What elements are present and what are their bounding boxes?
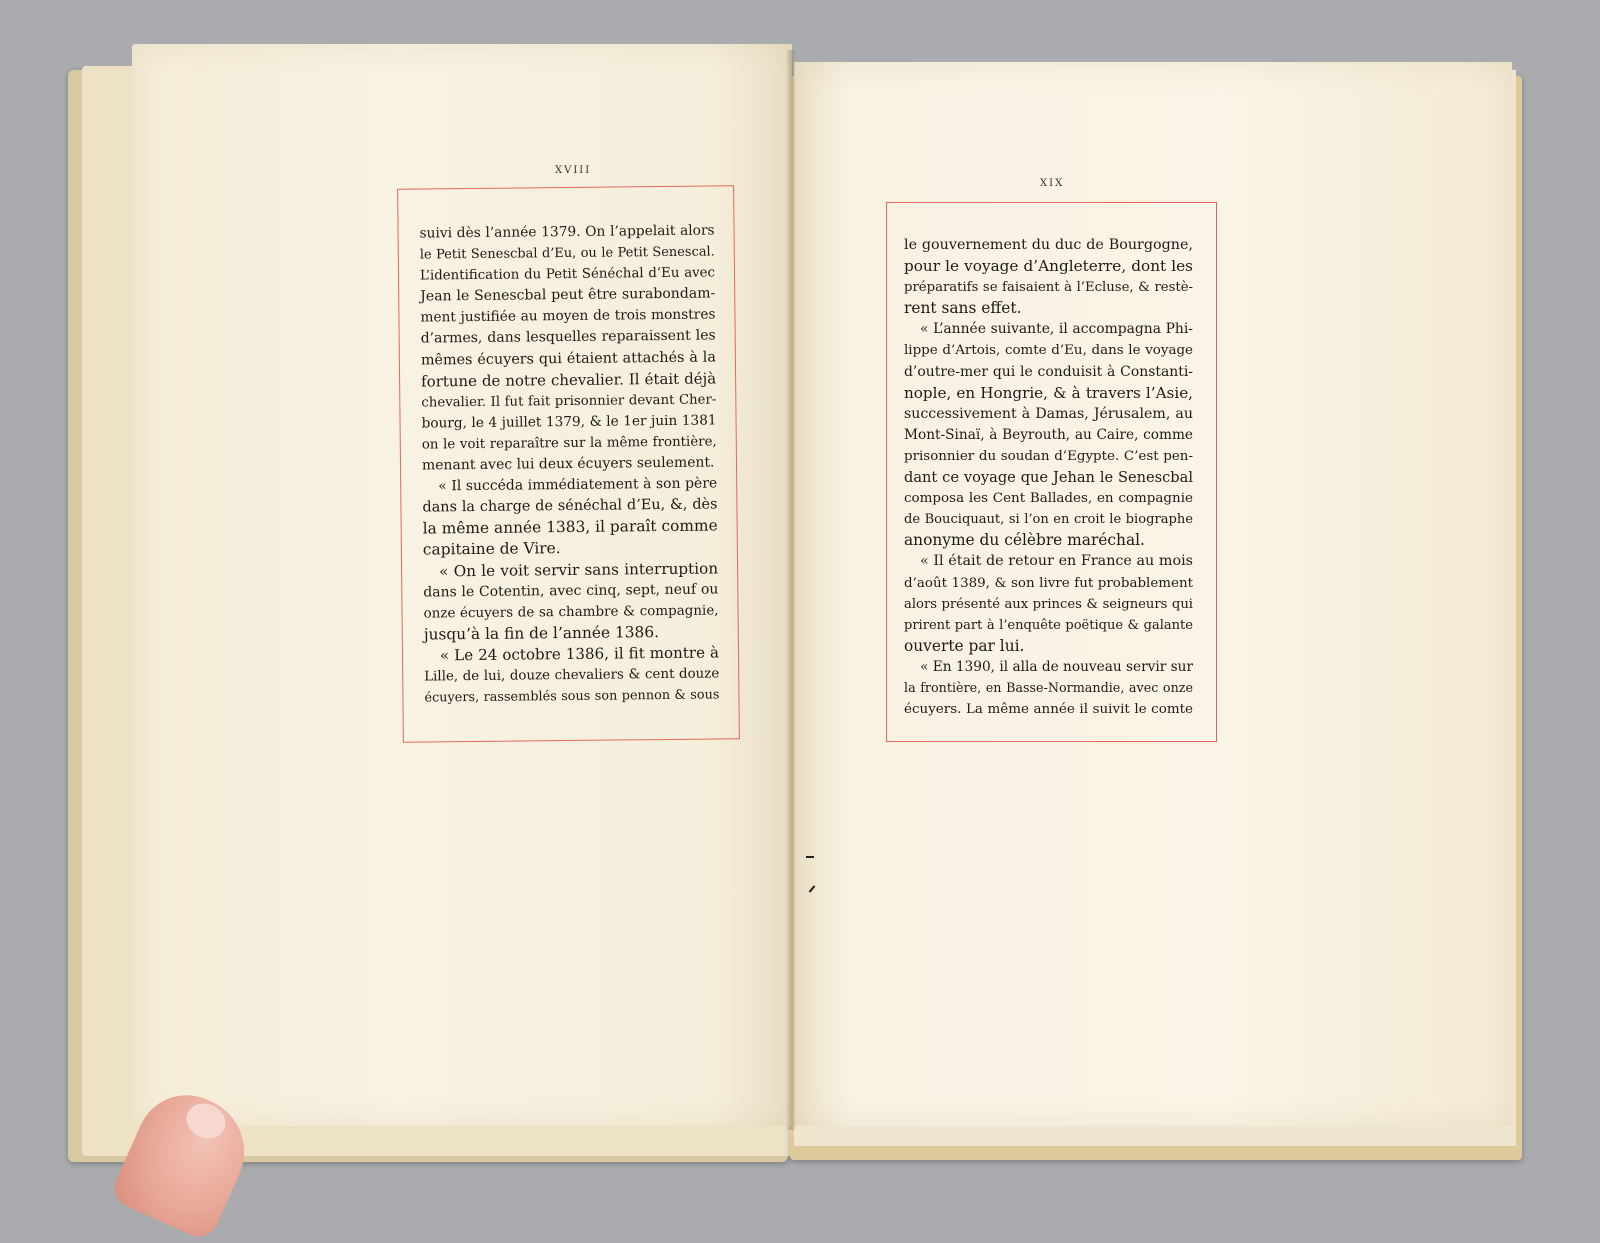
text-line: le gouvernement du duc de Bourgogne,: [904, 237, 1193, 253]
text-line: d’août 1389, & son livre fut probablement: [904, 575, 1193, 591]
text-line: de Bouciquaut, si l’on en croit le biographe: [904, 512, 1193, 528]
text-line: suivi dès l’année 1379. On l’appelait alors: [419, 222, 715, 242]
text-line: bourg, le 4 juillet 1379, & le 1er juin 1381: [421, 412, 717, 432]
text-line: capitaine de Vire.: [422, 539, 561, 559]
text-line: L’identification du Petit Sénéchal d’Eu avec: [419, 265, 716, 284]
text-line: d’outre-mer qui le conduisit à Constanti-: [904, 363, 1193, 380]
text-line: « Il était de retour en France au mois: [920, 553, 1193, 570]
text-line: chevalier. Il fut fait prisonnier devant Cher-: [421, 392, 717, 411]
text-line: anonyme du célèbre maréchal.: [904, 531, 1145, 550]
text-line: successivement à Damas, Jérusalem, au: [904, 405, 1193, 422]
text-line: on le voit reparaître sur la même frontière,: [421, 434, 717, 453]
text-line: dant ce voyage que Jehan le Senescbal: [904, 469, 1193, 487]
text-line: lippe d’Artois, comte d’Eu, dans le voyage: [904, 343, 1193, 359]
left-page-number: XVIII: [555, 165, 592, 176]
text-line: Lille, de lui, douze chevaliers & cent douze: [424, 666, 720, 685]
text-line: le Petit Senescbal d’Eu, ou le Petit Senescal.: [419, 244, 715, 263]
right-page-text: [904, 235, 1193, 720]
text-line: rent sans effet.: [904, 299, 1022, 318]
text-line: composa les Cent Ballades, en compagnie: [904, 490, 1193, 507]
text-line: ment justifiée au moyen de trois monstres: [420, 306, 716, 326]
text-line: écuyers, rassemblés sous son pennon & sous: [424, 687, 720, 706]
text-line: fortune de notre chevalier. Il était déjà: [421, 369, 717, 391]
text-line: nople, en Hongrie, & à travers l’Asie,: [904, 383, 1193, 402]
text-line: la frontière, en Basse-Normandie, avec onze: [904, 680, 1193, 696]
text-line: prirent part à l’enquête poëtique & galante: [904, 617, 1193, 633]
text-line: « En 1390, il alla de nouveau servir sur: [920, 658, 1193, 675]
text-line: préparatifs se faisaient à l’Ecluse, & restè-: [904, 280, 1193, 296]
text-line: « Il succéda immédiatement à son père: [438, 475, 718, 495]
book-gutter: [786, 50, 796, 1130]
text-line: Mont-Sinaï, à Beyrouth, au Caire, comme: [904, 426, 1193, 443]
text-line: jusqu’à la fin de l’année 1386.: [423, 622, 660, 644]
text-line: onze écuyers de sa chambre & compagnie,: [423, 603, 719, 622]
text-line: dans la charge de sénéchal d’Eu, &, dès: [422, 496, 718, 516]
text-line: dans le Cotentin, avec cinq, sept, neuf ou: [423, 581, 719, 601]
text-line: Jean le Senescbal peut être surabondam-: [420, 285, 716, 305]
text-line: ouverte par lui.: [904, 636, 1025, 655]
text-line: menant avec lui deux écuyers seulement.: [421, 454, 715, 474]
text-line: écuyers. La même année il suivit le comte: [904, 701, 1193, 718]
text-line: alors présenté aux princes & seigneurs qui: [904, 596, 1193, 612]
text-line: prisonnier du soudan d’Egypte. C’est pen-: [904, 448, 1193, 464]
text-line: « Le 24 octobre 1386, il fit montre à: [439, 643, 720, 665]
text-line: la même année 1383, il paraît comme: [422, 516, 718, 538]
ink-mark: [806, 856, 814, 858]
text-line: « L’année suivante, il accompagna Phi-: [920, 321, 1193, 338]
text-line: « On le voit servir sans interruption: [439, 558, 719, 580]
text-line: mêmes écuyers qui étaient attachés à la: [420, 349, 716, 369]
right-page-number: XIX: [1040, 178, 1065, 189]
left-page-text: [419, 220, 719, 708]
text-line: pour le voyage d’Angleterre, dont les: [904, 257, 1193, 276]
text-line: d’armes, dans lesquelles reparaissent les: [420, 327, 716, 348]
